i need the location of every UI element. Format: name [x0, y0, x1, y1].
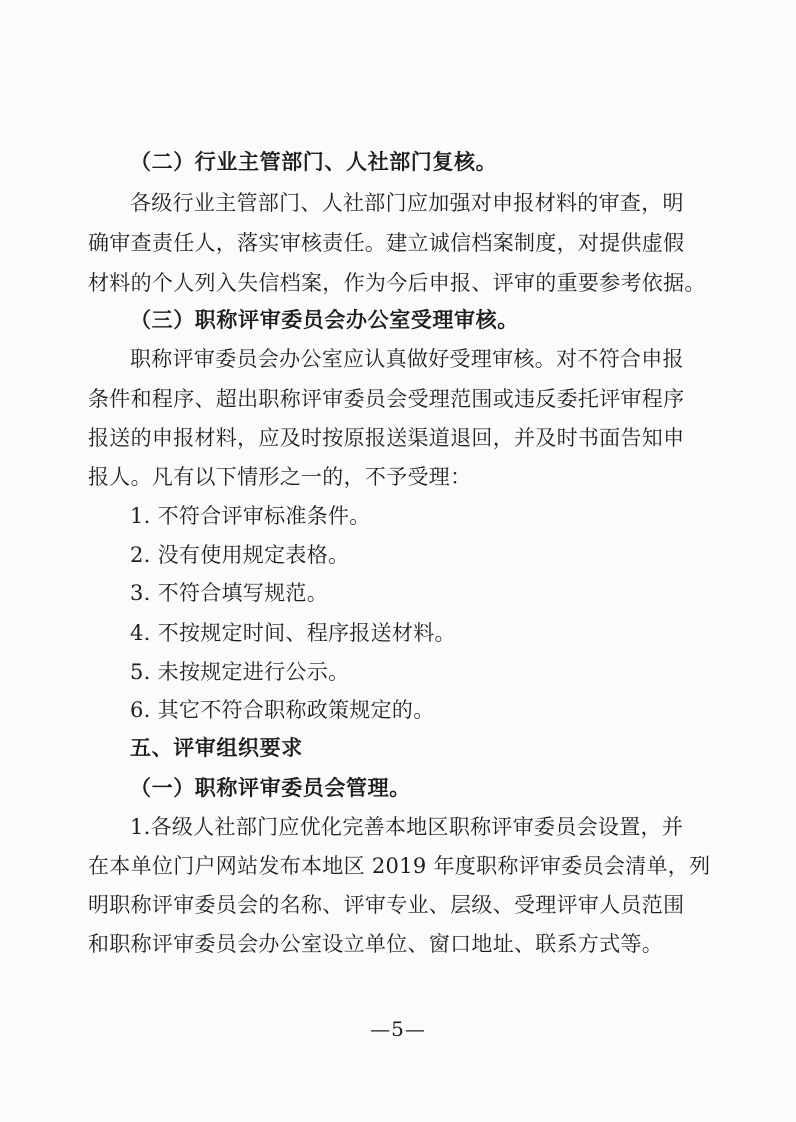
- list-item: 5. 未按规定进行公示。: [130, 660, 350, 684]
- section-heading-industry-review: （二）行业主管部门、人社部门复核。: [130, 149, 498, 174]
- list-item: 2. 没有使用规定表格。: [130, 543, 350, 567]
- paragraph-line: 材料的个人列入失信档案，作为今后申报、评审的重要参考依据。: [88, 271, 706, 295]
- sub-heading-committee-management: （一）职称评审委员会管理。: [130, 775, 411, 800]
- paragraph-line: 条件和程序、超出职称评审委员会受理范围或违反委托评审程序: [88, 387, 685, 411]
- list-item: 3. 不符合填写规范。: [130, 581, 329, 605]
- page-number: —5—: [370, 1017, 426, 1041]
- paragraph-line: 明职称评审委员会的名称、评审专业、层级、受理评审人员范围: [88, 893, 685, 917]
- paragraph-line: 职称评审委员会办公室应认真做好受理审核。对不符合申报: [130, 347, 684, 371]
- list-item: 1. 不符合评审标准条件。: [130, 504, 371, 528]
- list-item: 6. 其它不符合职称政策规定的。: [130, 698, 435, 722]
- paragraph-line: 报人。凡有以下情形之一的，不予受理：: [88, 465, 472, 489]
- paragraph-line: 确审查责任人，落实审核责任。建立诚信档案制度，对提供虚假: [88, 231, 685, 255]
- section-heading-review-organization: 五、评审组织要求: [130, 735, 303, 760]
- paragraph-line: 1.各级人社部门应优化完善本地区职称评审委员会设置，并: [130, 815, 684, 839]
- list-item: 4. 不按规定时间、程序报送材料。: [130, 621, 456, 645]
- paragraph-line: 在本单位门户网站发布本地区 2019 年度职称评审委员会清单，列: [88, 854, 711, 878]
- section-heading-committee-office: （三）职称评审委员会办公室受理审核。: [130, 307, 519, 332]
- paragraph-line: 报送的申报材料，应及时按原报送渠道退回，并及时书面告知申: [88, 426, 685, 450]
- paragraph-line: 各级行业主管部门、人社部门应加强对申报材料的审查，明: [130, 191, 684, 215]
- paragraph-line: 和职称评审委员会办公室设立单位、窗口地址、联系方式等。: [88, 932, 664, 956]
